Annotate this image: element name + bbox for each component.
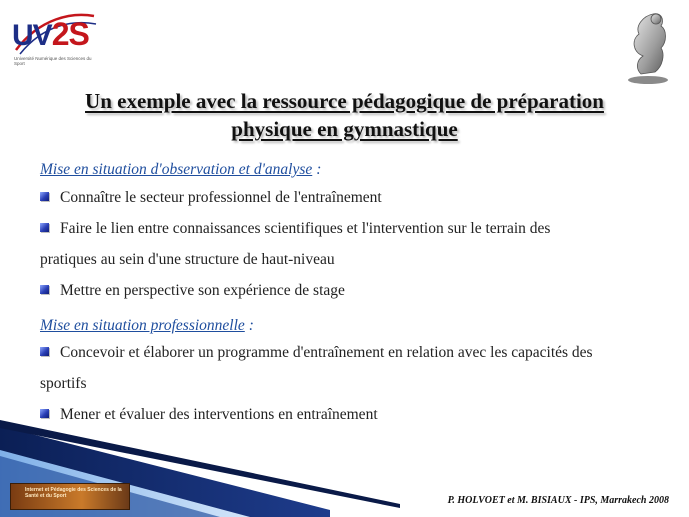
section-heading-colon: : — [316, 161, 322, 178]
bullet-item — [40, 182, 660, 214]
gymnast-statue-icon — [623, 8, 673, 86]
section-heading-observation — [40, 161, 321, 179]
slide-title — [20, 87, 669, 143]
logo-subtitle: Université Numérique des Sciences du Sport — [14, 56, 92, 66]
logo-main-text: UV — [12, 19, 52, 52]
bullet-continuation-text: pratiques au sein d'une structure de haut-niveau — [40, 251, 335, 268]
logo-mark — [12, 16, 89, 53]
section-heading-text: Mise en situation professionnelle — [40, 317, 245, 334]
square-bullet-icon — [40, 192, 49, 201]
section-heading-colon: : — [248, 317, 254, 334]
bullet-text: Mettre en perspective son expérience de stage — [60, 282, 345, 299]
bullet-continuation — [40, 368, 660, 400]
title-line-2: physique en gymnastique — [231, 117, 458, 141]
square-bullet-icon — [40, 285, 49, 294]
bullet-continuation-text: sportifs — [40, 375, 87, 392]
square-bullet-icon — [40, 347, 49, 356]
conference-logo — [10, 483, 130, 510]
logo-accent-text: 2S — [51, 16, 89, 52]
footer-credit: P. HOLVOET et M. BISIAUX - IPS, Marrakech 2008 — [447, 495, 669, 506]
bullet-text: Connaître le secteur professionnel de l'entraînement — [60, 189, 382, 206]
bullet-item — [40, 275, 660, 307]
square-bullet-icon — [40, 223, 49, 232]
bullet-text: Faire le lien entre connaissances scientifiques et l'intervention sur le terrain des — [60, 220, 551, 237]
bullet-text: Mener et évaluer des interventions en entraînement — [60, 406, 378, 423]
section-heading-professional — [40, 317, 254, 335]
square-bullet-icon — [40, 409, 49, 418]
bullet-item — [40, 337, 660, 369]
bullet-continuation — [40, 244, 660, 276]
section-heading-text: Mise en situation d'observation et d'analyse — [40, 161, 313, 178]
title-line-1: Un exemple avec la ressource pédagogique de préparation — [85, 89, 604, 113]
bullet-text: Concevoir et élaborer un programme d'entraînement en relation avec les capacités des — [60, 344, 593, 361]
conference-logo-text: Internet et Pédagogie des Sciences de la Santé et du Sport — [25, 487, 122, 499]
uv2s-logo — [10, 10, 98, 76]
bullet-item — [40, 213, 660, 245]
